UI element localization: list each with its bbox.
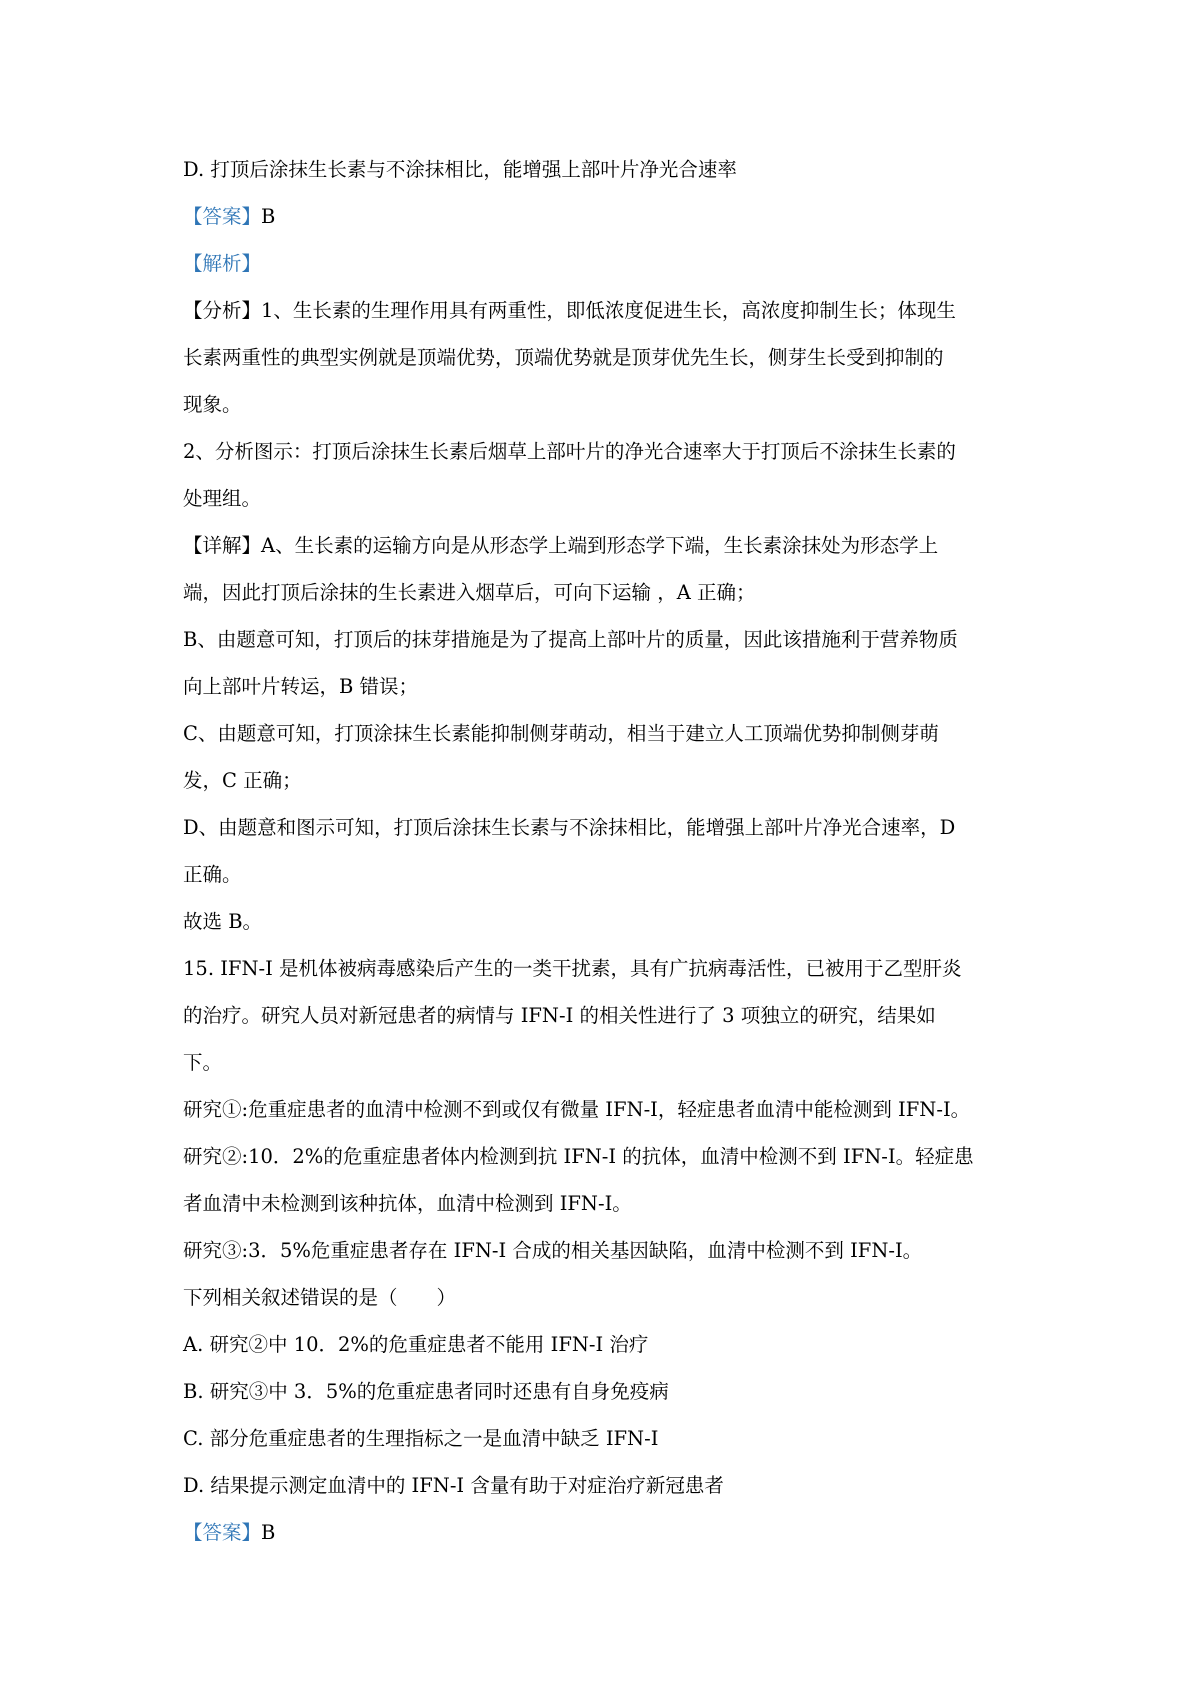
analysis-line: 【分析】1、生长素的生理作用具有两重性，即低浓度促进生长，高浓度抑制生长；体现生 xyxy=(183,299,956,322)
q15-option-d: D. 结果提示测定血清中的 IFN-I 含量有助于对症治疗新冠患者 xyxy=(183,1474,724,1497)
q15-stem-line: 研究③:3．5%危重症患者存在 IFN-I 合成的相关基因缺陷，血清中检测不到 IFN-I。 xyxy=(183,1239,923,1262)
details-line: 正确。 xyxy=(183,863,242,886)
analysis-tag: 【解析】 xyxy=(183,252,262,275)
details-line: 发，C 正确； xyxy=(183,769,302,792)
details-line: 故选 B。 xyxy=(183,910,263,933)
answer-value: B xyxy=(261,1521,276,1544)
q15-answer-line xyxy=(183,1519,1043,1547)
q15-stem-line: 者血清中未检测到该种抗体，血清中检测到 IFN-I。 xyxy=(183,1192,632,1215)
details-line: 向上部叶片转运，B 错误； xyxy=(183,675,419,698)
q15-stem-line: 的治疗。研究人员对新冠患者的病情与 IFN-I 的相关性进行了 3 项独立的研究，结果如 xyxy=(183,1004,936,1027)
analysis-line: 处理组。 xyxy=(183,487,262,510)
details-line: B、由题意可知，打顶后的抹芽措施是为了提高上部叶片的质量，因此该措施利于营养物质 xyxy=(183,628,958,651)
q15-stem-line: 下。 xyxy=(183,1051,223,1074)
answer-tag: 【答案】 xyxy=(183,205,262,228)
q15-stem-line: 研究①:危重症患者的血清中检测不到或仅有微量 IFN-I，轻症患者血清中能检测到 IFN-I。 xyxy=(183,1098,971,1121)
q14-answer-line xyxy=(183,203,1043,231)
q14-option-d: D. 打顶后涂抹生长素与不涂抹相比，能增强上部叶片净光合速率 xyxy=(183,158,737,181)
q15-option-b: B. 研究③中 3．5%的危重症患者同时还患有自身免疫病 xyxy=(183,1380,669,1403)
details-line: 端，因此打顶后涂抹的生长素进入烟草后，可向下运输 ，A 正确； xyxy=(183,581,756,604)
q15-option-a: A. 研究②中 10．2%的危重症患者不能用 IFN-I 治疗 xyxy=(183,1333,649,1356)
analysis-line: 2、分析图示：打顶后涂抹生长素后烟草上部叶片的净光合速率大于打顶后不涂抹生长素的 xyxy=(183,440,956,463)
q15-stem-line: 研究②:10．2%的危重症患者体内检测到抗 IFN-I 的抗体，血清中检测不到 IFN-I。轻症患 xyxy=(183,1145,974,1168)
details-line: 【详解】A、生长素的运输方向是从形态学上端到形态学下端，生长素涂抹处为形态学上 xyxy=(183,534,939,557)
details-line: D、由题意和图示可知，打顶后涂抹生长素与不涂抹相比，能增强上部叶片净光合速率，D xyxy=(183,816,956,839)
q15-stem-line: 下列相关叙述错误的是（ ） xyxy=(183,1286,457,1309)
q15-option-c: C. 部分危重症患者的生理指标之一是血清中缺乏 IFN-I xyxy=(183,1427,659,1450)
q15-stem-line: 15. IFN-I 是机体被病毒感染后产生的一类干扰素，具有广抗病毒活性，已被用于乙型肝炎 xyxy=(183,957,962,980)
analysis-line: 长素两重性的典型实例就是顶端优势，顶端优势就是顶芽优先生长，侧芽生长受到抑制的 xyxy=(183,346,944,369)
analysis-line: 现象。 xyxy=(183,393,242,416)
details-line: C、由题意可知，打顶涂抹生长素能抑制侧芽萌动，相当于建立人工顶端优势抑制侧芽萌 xyxy=(183,722,939,745)
answer-tag: 【答案】 xyxy=(183,1521,262,1544)
answer-value: B xyxy=(261,205,276,228)
